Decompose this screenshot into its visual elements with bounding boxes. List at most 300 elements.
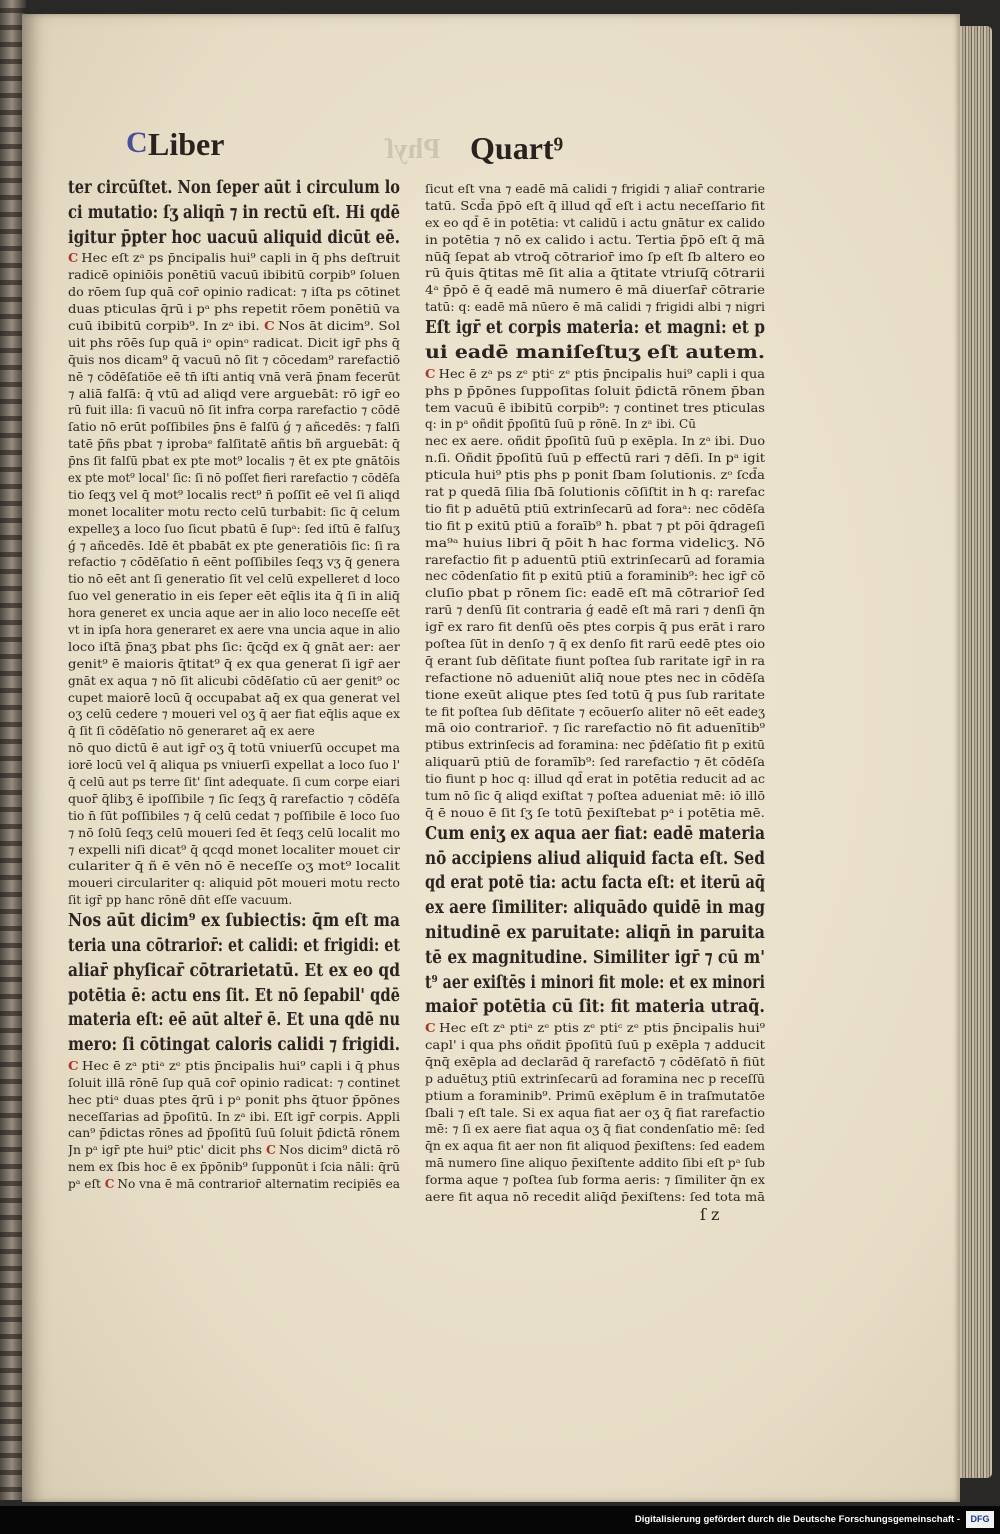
- text-line: [425, 602, 765, 619]
- text-segment: Hec eſt zᵃ ps p̄ncipalis hui⁹ capli in q̄ phs deſtruit: [81, 251, 400, 266]
- text-line: [68, 1109, 400, 1126]
- text-line-content: [425, 467, 765, 484]
- text-segment: monet localiter motu recto celū turbabit: ſic q̄ celum: [68, 504, 400, 519]
- text-line: [425, 737, 765, 754]
- text-segment: aliar̄ phyſicar̄ cōtrarietatū. Et ex eo qd: [68, 960, 400, 981]
- text-segment: potētia ē: actu ens ſit. Et nō ſepabil' qdē: [68, 985, 400, 1006]
- text-line: [68, 1092, 400, 1109]
- text-segment: rū fuit illa: ſi vacuū nō ſit infra corpa rarefactio ⁊ cōdē: [68, 403, 400, 418]
- text-segment: tio fit p exitū ptiū a foraīb⁹ ħ. pbat ⁊ pt pōi q̄drageſi: [425, 518, 765, 533]
- text-line: [68, 639, 400, 656]
- text-segment: tio nō eēt ant ſi generatio ſit vel celū expelleret d loco: [68, 572, 400, 587]
- text-line-content: [68, 386, 400, 403]
- text-line-content: [68, 419, 400, 436]
- text-line: [425, 1121, 765, 1138]
- text-line: [68, 959, 400, 984]
- text-line-content: [425, 1155, 765, 1172]
- text-line: [425, 1155, 765, 1172]
- text-line: [425, 805, 765, 822]
- text-segment: cluſio pbat p rōnem ſic: eadē eſt mā cōtrarior̄ ſed: [425, 586, 765, 601]
- text-line-content: [425, 921, 765, 946]
- commentary-block: [425, 1020, 765, 1206]
- dfg-logo-icon: DFG: [966, 1511, 994, 1528]
- text-segment: ⁊ nō ſolū ſeqʒ celū moueri ſed ēt ſeqʒ celū localit mo: [68, 825, 400, 840]
- text-line: [68, 1075, 400, 1092]
- text-line: [68, 201, 400, 226]
- funding-credit: Digitalisierung gefördert durch die Deutsche Forschungsgemeinschaft -: [634, 1514, 960, 1525]
- text-line: [425, 484, 765, 501]
- text-segment: ſbali ⁊ eſt tale. Si ex aqua fiat aer oʒ q̄ fiat rarefactio: [425, 1105, 765, 1120]
- text-line: [425, 946, 765, 971]
- text-line: [425, 383, 765, 400]
- text-line: [68, 825, 400, 842]
- text-line-content: [425, 198, 765, 215]
- text-segment: tatū. Scd̄a p̄pō eſt q̄ illud qd̄ eſt i actu neceſſario fit: [425, 198, 765, 213]
- text-line: [425, 215, 765, 232]
- text-segment: radicē opiniōis ponētiū vacuū ibibitū corpib⁹ ſoluen: [68, 268, 400, 283]
- text-segment: in potētia ⁊ nō ex calido i actu. Tertia p̄pō eſt q̄ mā: [425, 232, 765, 247]
- running-head-right: Quart⁹: [470, 130, 564, 166]
- left-text-column: [68, 176, 400, 1193]
- text-line: [68, 588, 400, 605]
- text-line: [425, 433, 765, 450]
- text-line: [425, 316, 765, 341]
- text-segment: q̄n ex aqua fit aer non fit aliquod p̄exiſtens: ſed eadem: [425, 1139, 765, 1154]
- text-line: [425, 1138, 765, 1155]
- text-line-content: [425, 653, 765, 670]
- text-segment: materia eſt: eē aūt alter̄ ē. Et una qdē nu: [68, 1010, 400, 1031]
- text-line-content: [425, 518, 765, 535]
- text-line-content: [425, 249, 765, 266]
- text-line-content: [68, 825, 400, 842]
- signature-mark: ſ z: [700, 1205, 720, 1224]
- text-segment: q̄nq̄ exēpla ad declarād q̄ rarefactō ⁊ cōdēſatō n̄ fiūt: [425, 1054, 765, 1069]
- text-segment: q̄ ē nouo ē ſit ſʒ ſe totū p̄exiſtebat pᵃ i potētia mē.: [425, 805, 765, 820]
- text-line: [68, 875, 400, 892]
- text-line: [425, 1071, 765, 1088]
- paragraph-mark: C: [425, 366, 436, 381]
- text-segment: poſtea ſūt in denſo ⁊ q̄ ex denſo fit rarū eedē ptes oio: [425, 636, 765, 651]
- text-line-content: [68, 774, 400, 791]
- text-line: [68, 554, 400, 571]
- text-segment: aliquarū ptiū de foramīb⁹: ſed rarefactio ⁊ ēt cōdēſa: [425, 755, 765, 770]
- text-line-content: [68, 554, 400, 571]
- text-line-content: [68, 1058, 400, 1075]
- text-line-content: [425, 585, 765, 602]
- text-line-content: [425, 1071, 765, 1088]
- running-head-left: Liber: [148, 126, 225, 162]
- text-line-content: [68, 1176, 400, 1193]
- paragraph-mark: C: [263, 318, 275, 333]
- text-segment: genit⁹ ē maioris q̄titat⁹ q̄ ex qua generat ſi igr̄ aer: [68, 656, 400, 671]
- text-line: [425, 1020, 765, 1037]
- text-line-content: [425, 433, 765, 450]
- text-line: [425, 1088, 765, 1105]
- text-line: [425, 1105, 765, 1122]
- text-segment: ſuo vel generatio in eis ſeper eēt eq̄lis ita q̄ ſi in aliq̄: [68, 589, 400, 604]
- text-segment: tio ſeqʒ vel q̄ mot⁹ localis rect⁹ n̄ poſſit eē vel ſi aliqd: [68, 487, 400, 502]
- text-line-content: [68, 1159, 400, 1176]
- paragraph-mark: C: [68, 1058, 79, 1073]
- text-line-content: [425, 805, 765, 822]
- text-segment: hec ptiᵃ duas ptes q̄rū i pᵃ ponit phs q̄tuor p̄pōnes: [68, 1092, 400, 1107]
- text-line-content: [425, 568, 765, 585]
- text-line-content: [425, 181, 765, 198]
- text-segment: uit phs rōēs ſup quā iᵒ opinᵒ radicat. Dicit igr̄ phs q̄: [68, 335, 400, 350]
- text-line-content: [68, 318, 400, 335]
- text-segment: p aduētuʒ ptiū extrinſecarū ad foramina nec p receſſū: [425, 1071, 765, 1086]
- text-line: [425, 871, 765, 896]
- text-line-content: [68, 470, 400, 487]
- text-segment: vt in ipſa hora generaret ex aere vna uncia aque in alio: [68, 622, 400, 637]
- text-segment: nitudinē ex paruitate: aliqn̄ in paruita: [425, 922, 765, 943]
- text-segment: n.ſi. Oñdit p̄poſitū ſuū p effectū rari ⁊ dēſi. In pᵃ igit: [425, 451, 765, 466]
- text-segment: duas pticulas q̄rū i pᵃ phs repetit rōem ponētiū va: [68, 302, 400, 317]
- text-line: [68, 318, 400, 335]
- text-line-content: [68, 706, 400, 723]
- text-segment: ex aere ſimiliter: aliquādo quidē in mag: [425, 898, 765, 919]
- text-line: [68, 487, 400, 504]
- text-segment: tem vacuū ē ibibitū corpib⁹: ⁊ continet tres pticulas: [425, 400, 765, 415]
- text-line-content: [68, 538, 400, 555]
- text-line-content: [68, 504, 400, 521]
- text-segment: ſatio nō erūt poſſibiles p̄ns ē falſū ǵ ⁊ añcedēs: ⁊ falſi: [68, 420, 400, 435]
- text-line-content: [425, 602, 765, 619]
- text-line-content: [425, 400, 765, 417]
- text-line: [68, 571, 400, 588]
- text-line: [425, 771, 765, 788]
- text-segment: phs p p̄pōnes ſuppoſitas ſoluit p̄dictā rōnem p̄ban: [425, 383, 765, 398]
- text-segment: teria una cōtrarior̄: et calidi: et frigidi: et: [68, 935, 400, 956]
- text-line: [68, 521, 400, 538]
- text-line-content: [425, 232, 765, 249]
- text-segment: Cum eniʒ ex aqua aer fiat: eadē materia: [425, 823, 765, 844]
- text-line: [68, 402, 400, 419]
- text-segment: do rōem ſup quā cor̄ opinio radicat: ⁊ iſta ps cōtinet: [68, 285, 400, 300]
- text-line: [425, 282, 765, 299]
- text-segment: tio fiunt p hoc q: illud qd̄ erat in potētia reducit ad ac: [425, 772, 765, 787]
- text-segment: refactione nō adueniūt aliq̄ noue ptes nec in cōdēſa: [425, 670, 765, 685]
- text-segment: refactio ⁊ cōdēſatio n̄ eēnt poſſibiles ſeqʒ vʒ q̄ genera: [68, 555, 400, 570]
- text-line: [425, 1189, 765, 1206]
- text-line: [425, 552, 765, 569]
- text-line: [68, 470, 400, 487]
- text-line-content: [68, 909, 400, 934]
- text-segment: maior̄ potētia cū ſit: fit materia utraq̄.: [425, 997, 765, 1018]
- text-line-content: [68, 605, 400, 622]
- text-line: [68, 1142, 400, 1159]
- text-line-content: [425, 720, 765, 737]
- text-line-content: [68, 487, 400, 504]
- text-line-content: [68, 250, 400, 267]
- text-line-content: [425, 704, 765, 721]
- text-line-content: [425, 1189, 765, 1206]
- header-paragraph-mark: C: [126, 126, 148, 159]
- text-line-content: [425, 946, 765, 971]
- right-text-column: [425, 181, 765, 1206]
- text-line: [68, 808, 400, 825]
- text-line-content: [68, 588, 400, 605]
- text-segment: neceſſarias ad p̄poſitū. In zᵃ ibi. Eſt igr̄ corpis. Appli: [68, 1109, 400, 1124]
- text-line-content: [425, 552, 765, 569]
- text-line-content: [425, 1172, 765, 1189]
- text-line-content: [68, 571, 400, 588]
- text-segment: Hec ē zᵃ ps zᵉ ptiᶜ zᵉ ptis p̄ncipalis hui⁹ capli i qua: [438, 366, 765, 381]
- text-segment: quor̄ q̄libʒ ē ipoſſibile ⁊ ſic ſeqʒ q̄ rarefactio ⁊ cōdēſa: [68, 791, 400, 806]
- text-segment: pticula hui⁹ ptis phs p ponit ſbam ſolutionis. zᵒ ſcd̄a: [425, 468, 765, 483]
- text-line-content: [425, 501, 765, 518]
- text-line: [68, 538, 400, 555]
- text-line: [425, 585, 765, 602]
- text-line-content: [425, 1088, 765, 1105]
- text-line: [68, 984, 400, 1009]
- text-segment: Nos āt dicim⁹. Sol: [278, 318, 400, 333]
- text-segment: mā oio contrarior̄. ⁊ ſic rarefactio nō fit aduenītib⁹: [425, 721, 765, 736]
- text-segment: mero: ſi cōtingat caloris calidi ⁊ frigidi.: [68, 1035, 400, 1056]
- text-line-content: [425, 1054, 765, 1071]
- text-line-content: [68, 673, 400, 690]
- text-line-content: [68, 875, 400, 892]
- text-line: [425, 467, 765, 484]
- text-line-content: [425, 619, 765, 636]
- text-segment: rat p quedā ſilia ſbā ſolutionis cōſiſtit in ħ q: rarefac: [425, 484, 765, 499]
- text-segment: moueri circulariter q: aliquid pōt moueri motu recto: [68, 876, 400, 891]
- text-line: [68, 1058, 400, 1075]
- text-line-content: [425, 737, 765, 754]
- text-segment: iorē locū vel q̄ aliqua ps vniuerſi expellat a loco ſuo l': [68, 758, 400, 773]
- text-segment: expelleʒ a loco ſuo ſicut pbatū ē ſupᵃ: ſed iſtū ē falſuʒ: [68, 521, 400, 536]
- text-line-content: [68, 201, 400, 226]
- text-line-content: [68, 284, 400, 301]
- text-line-content: [68, 1142, 400, 1159]
- text-segment: igr̄ ex raro fit denſū oēs ptes corpis q̄ pus erāt i raro: [425, 620, 765, 635]
- text-line-content: [425, 366, 765, 383]
- text-line-content: [68, 521, 400, 538]
- text-line: [68, 1159, 400, 1176]
- text-segment: nē ⁊ cōdēſatiōe eē tn̄ iſti antiq vnā verā p̄nam fecerūt: [68, 369, 400, 384]
- text-segment: tione exeūt alique ptes ſed totū q̄ pus ſub raritate: [425, 687, 765, 702]
- text-line-content: [68, 335, 400, 352]
- text-line-content: [425, 1138, 765, 1155]
- text-line: [68, 267, 400, 284]
- text-segment: pᵃ eſt: [68, 1177, 105, 1192]
- text-segment: culariter q̄ ñ ē vēn nō ē neceſſe oʒ mot⁹ localit: [68, 859, 400, 874]
- text-line: [68, 335, 400, 352]
- text-line-content: [68, 352, 400, 369]
- text-line-content: [68, 301, 400, 318]
- text-segment: ⁊ expelli niſi dicat⁹ q̄ qcqd monet localiter mouet cir: [68, 842, 400, 857]
- text-line: [68, 791, 400, 808]
- text-line: [425, 1172, 765, 1189]
- text-line-content: [425, 971, 765, 996]
- text-line-content: [425, 215, 765, 232]
- text-segment: q: in pᵃ oñdit p̄poſitū ſuū p rōnē. In zᵃ ibi. Cū: [425, 417, 696, 432]
- text-segment: aere fit aqua nō recedit aliq̄d p̄exiſtens: ſed tota mā: [425, 1190, 765, 1205]
- text-line: [425, 636, 765, 653]
- text-line: [68, 250, 400, 267]
- text-line-content: [68, 1075, 400, 1092]
- text-segment: ter circūſtet. Non ſeper aūt i circulum lo: [68, 178, 400, 198]
- commentary-block: [425, 366, 765, 822]
- text-line: [425, 670, 765, 687]
- text-segment: ex eo qd̄ ē in potētia: vt calidū i actu gnātur ex calido: [425, 215, 765, 230]
- text-line-content: [425, 383, 765, 400]
- text-segment: tum nō ſic q̄ aliqd exiſtat ⁊ poſtea adueniat mē: iō illō: [425, 788, 765, 803]
- text-line-content: [425, 265, 765, 282]
- text-line: [68, 740, 400, 757]
- text-line-content: [68, 226, 400, 251]
- text-line-content: [425, 341, 765, 366]
- text-segment: capl' i qua phs oñdit p̄poſitū ſuū p exēpla ⁊ adducit: [425, 1038, 765, 1053]
- text-line: [425, 400, 765, 417]
- text-line: [68, 369, 400, 386]
- text-line: [68, 352, 400, 369]
- text-line: [68, 706, 400, 723]
- text-segment: mā numero ſine aliquo p̄exiſtente addito ſibi eſt pᵃ ſub: [425, 1156, 765, 1171]
- text-line: [425, 198, 765, 215]
- text-line-content: [68, 808, 400, 825]
- text-line: [425, 181, 765, 198]
- text-segment: forma aque ⁊ poſtea ſub forma aeris: ⁊ ſimiliter q̄n ex: [425, 1173, 765, 1188]
- commentary-block: [425, 181, 765, 316]
- text-segment: q̄uis nos dicam⁹ q̄ vacuū nō ſit ⁊ cōcedam⁹ rarefactiō: [68, 352, 400, 367]
- text-segment: 4ᵃ p̄pō ē q̄ eadē mā numero ē mā diuerſar̄ cōtrarie: [425, 283, 765, 298]
- text-line: [68, 1176, 400, 1193]
- text-line-content: [425, 1105, 765, 1122]
- paragraph-mark: C: [68, 251, 79, 266]
- text-segment: t⁹ aer exiſtēs i minori fit mole: et ex minori: [425, 972, 765, 993]
- text-line-content: [425, 687, 765, 704]
- text-line: [68, 504, 400, 521]
- text-line: [68, 226, 400, 251]
- text-segment: ſit igr̄ pp hanc rōnē dn̄t eſſe vacuum.: [68, 893, 293, 908]
- text-line: [425, 995, 765, 1020]
- text-segment: ma⁹ᵃ huius libri q̄ pōit ħ hac forma videlicʒ. Nō: [425, 535, 765, 550]
- text-line-content: [68, 959, 400, 984]
- text-segment: nec ex aere. oñdit p̄poſitū ſuū p exēpla. In zᵃ ibi. Duo: [425, 434, 765, 449]
- text-line-content: [68, 1109, 400, 1126]
- text-line: [425, 265, 765, 282]
- text-line-content: [68, 723, 315, 740]
- text-line: [68, 419, 400, 436]
- text-line-content: [425, 995, 765, 1020]
- paragraph-mark: C: [104, 1177, 115, 1192]
- text-line-content: [425, 484, 765, 501]
- commentary-block: [68, 250, 400, 909]
- paragraph-mark: C: [425, 1021, 436, 1036]
- text-line: [425, 568, 765, 585]
- text-line: [425, 450, 765, 467]
- text-line: [68, 774, 400, 791]
- text-line: [68, 284, 400, 301]
- text-line-content: [68, 402, 400, 419]
- text-segment: rū q̄uis q̄titas mē ſit alia a q̄titate vtriuſq̄ cōtrarii: [425, 266, 765, 281]
- text-line: [68, 605, 400, 622]
- text-line: [425, 754, 765, 771]
- text-line: [425, 971, 765, 996]
- text-line: [425, 299, 765, 316]
- text-line: [425, 720, 765, 737]
- text-line-content: [425, 871, 765, 896]
- text-segment: Nos dicim⁹ dictā rō: [279, 1143, 400, 1158]
- text-line: [68, 1125, 400, 1142]
- commentary-block: [68, 1058, 400, 1193]
- text-line-content: [425, 788, 765, 805]
- text-segment: ſicut eſt vna ⁊ eadē mā calidi ⁊ frigidi ⁊ aliar̄ contrarie: [425, 182, 765, 196]
- text-line-content: [68, 892, 292, 909]
- text-line: [425, 416, 765, 433]
- text-line: [425, 896, 765, 921]
- text-line: [68, 656, 400, 673]
- text-segment: Eſt igr̄ et corpis materia: et magni: et p: [425, 318, 765, 339]
- text-line-content: [68, 1033, 400, 1058]
- text-segment: ci mutatio: ſʒ aliqn̄ ⁊ in rectū eſt. Hi qdē: [68, 202, 400, 223]
- text-line-content: [68, 639, 400, 656]
- text-line: [68, 673, 400, 690]
- text-line: [68, 723, 400, 740]
- text-segment: No vna ē mā contrarior̄ alternatim recipiēs ea: [117, 1177, 400, 1192]
- text-line-content: [425, 771, 765, 788]
- text-line: [68, 858, 400, 875]
- text-line-content: [68, 1125, 400, 1142]
- text-line-content: [68, 984, 400, 1009]
- text-segment: hora generet ex uncia aque aer in alio loco neceſſe eēt: [68, 606, 400, 621]
- text-line: [425, 619, 765, 636]
- text-segment: igitur p̄pter hoc uacuū aliquid dicūt eē.: [68, 227, 400, 248]
- text-line-content: [425, 282, 765, 299]
- text-line: [68, 622, 400, 639]
- text-segment: tio fit p aduētū ptiū extrinſecarū ad foraᵃ: nec cōdēſa: [425, 501, 765, 516]
- text-segment: tatū: q: eadē mā nūero ē mā calidi ⁊ frigidi albi ⁊ nigri: [425, 300, 765, 315]
- main-text-block: [68, 909, 400, 1058]
- text-line-content: [425, 847, 765, 872]
- text-line-content: [425, 416, 696, 433]
- text-segment: nūq̄ ſepat ab vtroq̄ cōtrarior̄ imo ſp eſt ſb altero eo: [425, 249, 765, 264]
- text-line-content: [425, 1121, 765, 1138]
- text-segment: tatē p̄ñs pbat ⁊ iprobaᵉ falſitatē añtis bñ arguebāt: q̄: [68, 437, 400, 452]
- text-line: [425, 341, 765, 366]
- text-segment: nem ex ſbis hoc ē ex p̄pōnib⁹ ſupponūt i ſcia nāli: q̄rū: [68, 1160, 400, 1175]
- main-text-block: [425, 822, 765, 1020]
- text-line: [68, 176, 400, 201]
- text-line-content: [425, 535, 765, 552]
- text-line: [425, 687, 765, 704]
- text-line-content: [425, 822, 765, 847]
- text-segment: q̄ celū aut ps terre ſit' ſint adequate. ſi cum corpe eiari: [68, 775, 400, 789]
- text-segment: tē ex magnitudine. Similiter igr̄ ⁊ cū m': [425, 947, 765, 968]
- text-segment: q̄ ſit ſi cōdēſatio nō generaret aq̄ ex aere: [68, 724, 315, 739]
- text-line-content: [68, 740, 400, 757]
- text-line: [68, 909, 400, 934]
- text-line: [425, 847, 765, 872]
- text-segment: ex pte mot⁹ local' ſic: ſi nō poſſet fieri rarefactio ⁊ cōdēſa: [68, 470, 400, 485]
- text-line-content: [425, 636, 765, 653]
- text-line: [425, 535, 765, 552]
- text-segment: ſoluit illā rōnē ſup quā cor̄ opinio radicat: ⁊ continet: [68, 1075, 400, 1090]
- text-line: [425, 249, 765, 266]
- text-line: [68, 1033, 400, 1058]
- text-line: [425, 788, 765, 805]
- text-line-content: [68, 934, 400, 959]
- text-segment: cupet maiorē locū q̄ occupabat aq̄ ex qua generat vel: [68, 690, 400, 705]
- text-line: [425, 366, 765, 383]
- text-segment: ptibus extrinſecis ad foramina: nec p̄dēſatio fit p exitū: [425, 738, 765, 753]
- text-line-content: [425, 670, 765, 687]
- text-segment: te fit poſtea ſub dēſitate ⁊ ecōuerſo aliter nō eēt eadeʒ: [425, 704, 765, 719]
- text-line-content: [425, 896, 765, 921]
- text-line-content: [68, 1092, 400, 1109]
- text-segment: nec cōdenſatio fit p exitū ptiū a foraminib⁹: hec igr̄ cō: [425, 569, 765, 584]
